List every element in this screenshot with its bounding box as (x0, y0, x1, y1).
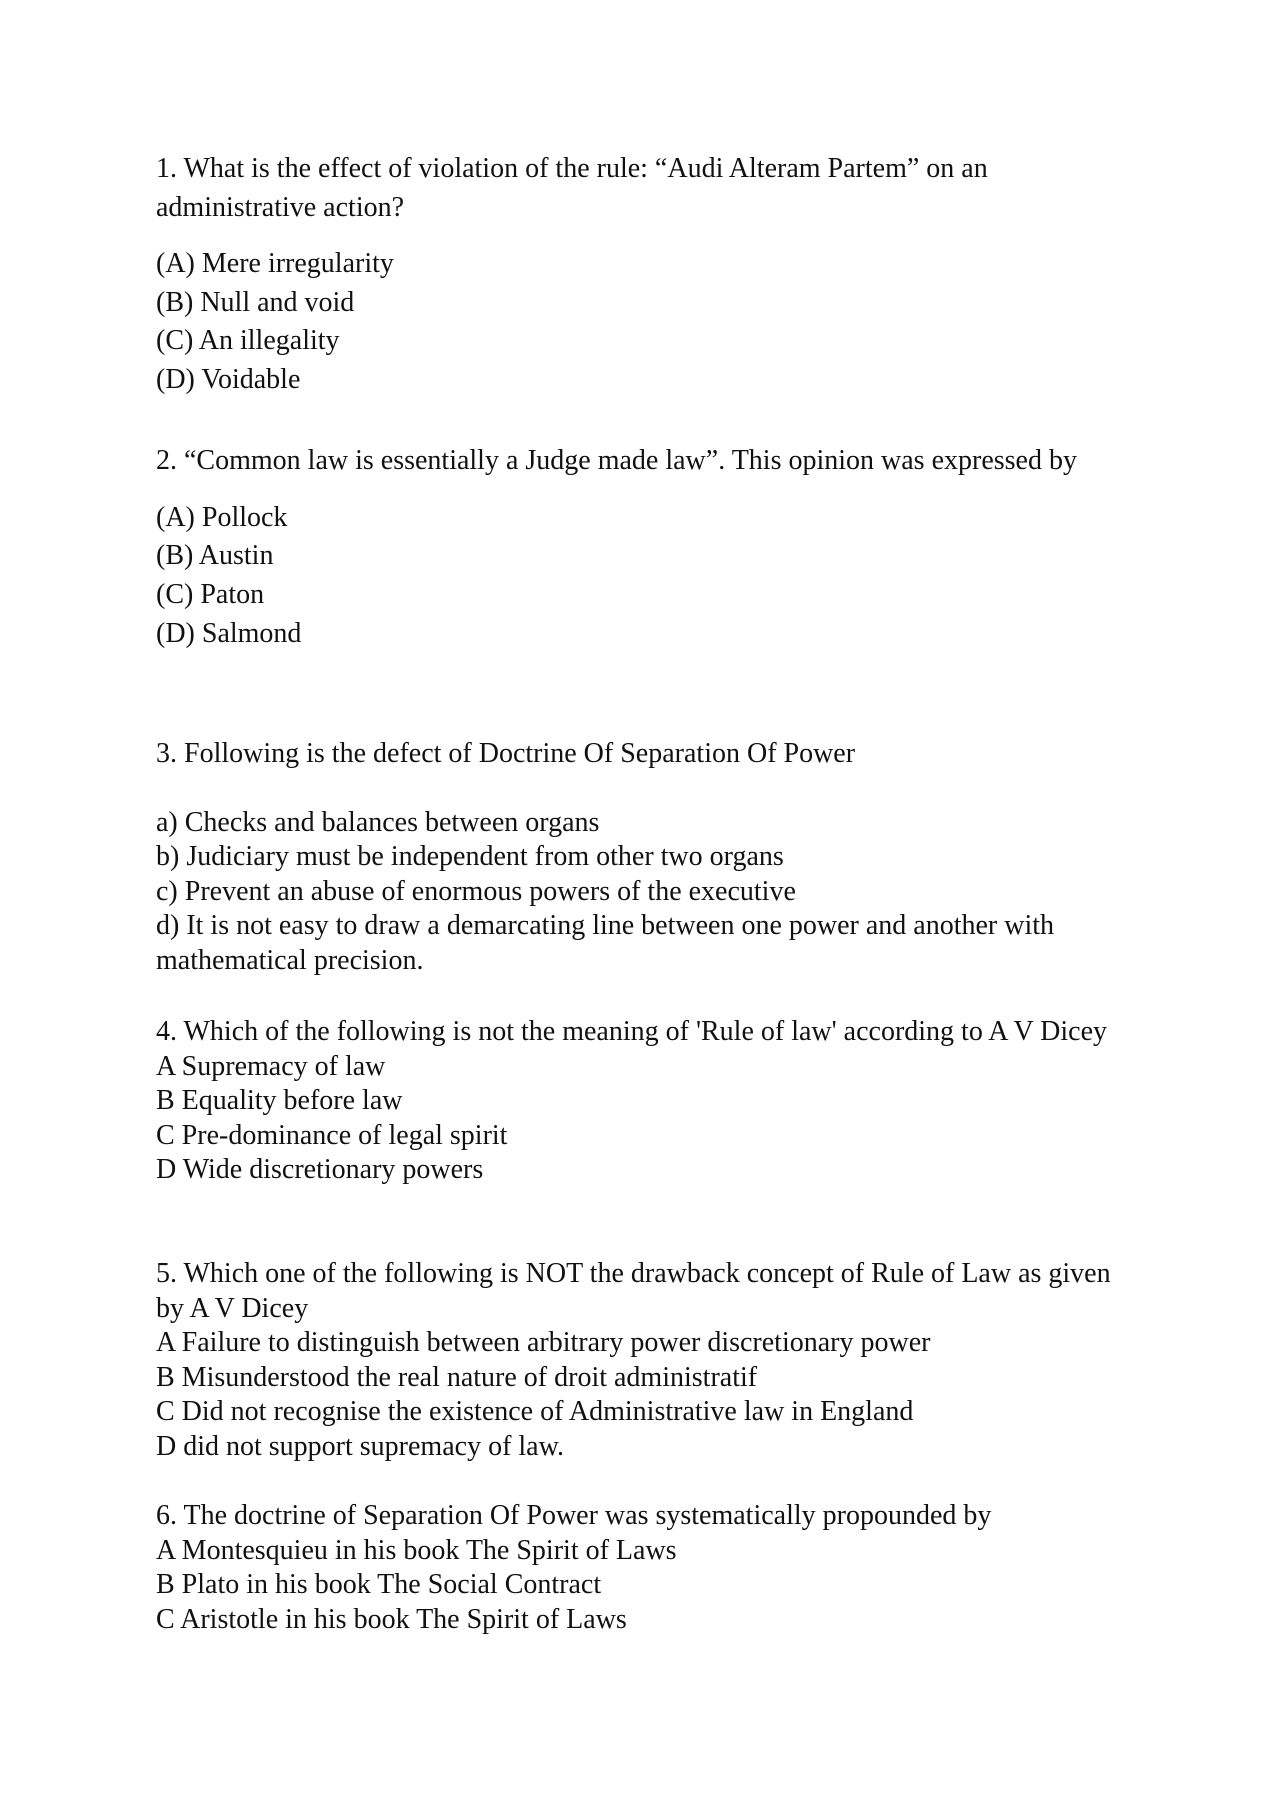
question-text: 2. “Common law is essentially a Judge made law”. This opinion was expressed by (156, 445, 1077, 476)
option-b: (B) Null and void (156, 286, 355, 318)
question-text: 1. What is the effect of violation of the rule: “Audi Alteram Partem” on an administrative action? (156, 153, 988, 223)
option-list (156, 1534, 1136, 1638)
option-d: (D) Voidable (156, 364, 301, 396)
option-b: (B) Austin (156, 540, 274, 572)
option-a: A Failure to distinguish between arbitrary power discretionary power (156, 1327, 931, 1359)
question-text: 6. The doctrine of Separation Of Power was systematically propounded by (156, 1500, 992, 1531)
option-d: D did not support supremacy of law. (156, 1430, 564, 1462)
question-6 (156, 1499, 1136, 1637)
option-a: a) Checks and balances between organs (156, 806, 600, 838)
option-a: (A) Pollock (156, 501, 288, 533)
question-1 (156, 150, 1136, 400)
option-list (156, 499, 1136, 654)
option-b: b) Judiciary must be independent from other two organs (156, 841, 784, 873)
question-text: 3. Following is the defect of Doctrine Of Separation Of Power (156, 738, 856, 769)
option-c: c) Prevent an abuse of enormous powers of the executive (156, 875, 796, 907)
option-b: B Misunderstood the real nature of droit administratif (156, 1361, 758, 1393)
option-d: D Wide discretionary powers (156, 1154, 484, 1186)
question-4 (156, 1015, 1136, 1188)
question-5 (156, 1257, 1136, 1465)
question-text: 4. Which of the following is not the meaning of 'Rule of law' according to A V Dicey (156, 1016, 1108, 1047)
option-c: C Pre-dominance of legal spirit (156, 1119, 508, 1151)
option-c: (C) An illegality (156, 325, 340, 357)
option-d: d) It is not easy to draw a demarcating line between one power and another with mathematical precision. (156, 910, 1055, 976)
question-2 (156, 442, 1136, 653)
option-c: C Did not recognise the existence of Administrative law in England (156, 1396, 914, 1428)
option-a: (A) Mere irregularity (156, 248, 394, 279)
question-text: 5. Which one of the following is NOT the drawback concept of Rule of Law as given by A V Dicey (156, 1258, 1111, 1324)
option-d: (D) Salmond (156, 617, 302, 649)
option-list (156, 806, 1136, 979)
option-a: A Montesquieu in his book The Spirit of Laws (156, 1534, 677, 1566)
option-b: B Plato in his book The Social Contract (156, 1569, 602, 1601)
option-a: A Supremacy of law (156, 1050, 386, 1082)
option-b: B Equality before law (156, 1085, 403, 1117)
option-c: C Aristotle in his book The Spirit of Laws (156, 1603, 627, 1635)
option-list (156, 245, 1136, 400)
option-list (156, 1050, 1136, 1188)
option-c: (C) Paton (156, 578, 265, 610)
option-list (156, 1326, 1136, 1464)
question-3 (156, 737, 1136, 979)
